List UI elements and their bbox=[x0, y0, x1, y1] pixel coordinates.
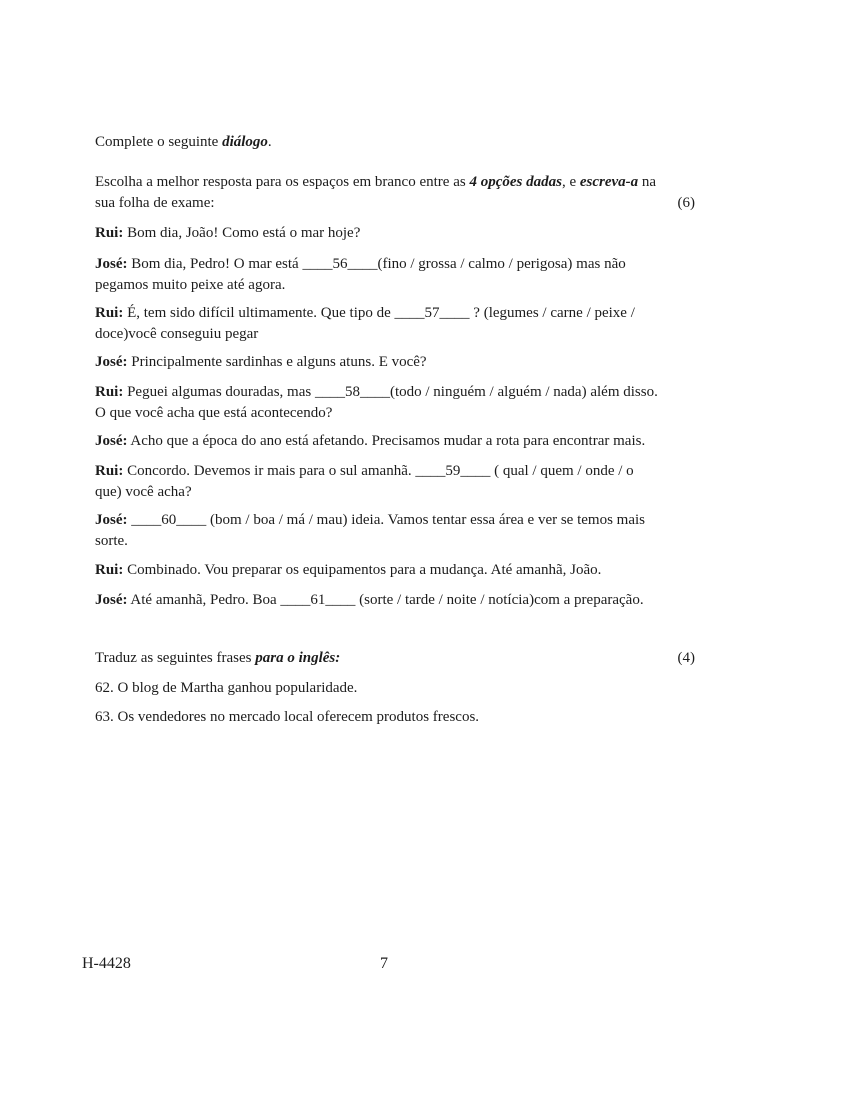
page-number: 7 bbox=[380, 955, 388, 972]
instruction-suffix: . bbox=[267, 134, 272, 150]
speaker-label: Rui: bbox=[95, 225, 124, 241]
dialogue-line: José: Bom dia, Pedro! O mar está ____56____(fino / grossa / calmo / perigosa) mas não pegamos muito peixe até agora. bbox=[95, 256, 626, 293]
dialogue-line: José: Até amanhã, Pedro. Boa ____61____ (sorte / tarde / noite / notícia)com a preparação. bbox=[95, 592, 644, 608]
speaker-label: José: bbox=[95, 354, 128, 370]
directions-line2: sua folha de exame: (6) bbox=[95, 193, 695, 214]
speaker-label: José: bbox=[95, 512, 128, 528]
exam-code: H-4428 bbox=[82, 955, 131, 972]
section1-marks: (6) bbox=[677, 195, 695, 211]
directions-line1: Escolha a melhor resposta para os espaços em branco entre as 4 opções dadas, e escreva-a na bbox=[95, 174, 657, 190]
speaker-label: Rui: bbox=[95, 305, 124, 321]
section1-directions bbox=[95, 172, 695, 214]
instruction-text: Complete o seguinte bbox=[95, 134, 223, 150]
dialogue-line: Rui: Combinado. Vou preparar os equipamentos para a mudança. Até amanhã, João. bbox=[95, 562, 602, 578]
speaker-label: Rui: bbox=[95, 463, 124, 479]
instruction-emphasis: diálogo bbox=[222, 134, 268, 150]
dialogue-line: Rui: Bom dia, João! Como está o mar hoje? bbox=[95, 225, 361, 241]
section2-instruction: Traduz as seguintes frases para o inglês: (4) bbox=[95, 648, 695, 669]
dialogue-line: José: Principalmente sardinhas e alguns atuns. E você? bbox=[95, 354, 427, 370]
dialogue-line: José: Acho que a época do ano está afetando. Precisamos mudar a rota para encontrar mais. bbox=[95, 433, 646, 449]
speaker-label: José: bbox=[95, 592, 128, 608]
dialogue-line: Rui: Peguei algumas douradas, mas ____58____(todo / ninguém / alguém / nada) além disso. O que você acha que está acontecendo? bbox=[95, 384, 658, 421]
speaker-label: Rui: bbox=[95, 562, 124, 578]
dialogue-line: Rui: Concordo. Devemos ir mais para o sul amanhã. ____59____ ( qual / quem / onde / o que) você acha? bbox=[95, 463, 634, 500]
section1-instruction bbox=[95, 132, 695, 153]
speaker-label: José: bbox=[95, 433, 128, 449]
dialogue-line: José: ____60____ (bom / boa / má / mau) ideia. Vamos tentar essa área e ver se temos mais sorte. bbox=[95, 512, 645, 549]
dialogue-line: Rui: É, tem sido difícil ultimamente. Que tipo de ____57____ ? (legumes / carne / peixe / doce)você conseguiu pegar bbox=[95, 305, 635, 342]
speaker-label: Rui: bbox=[95, 384, 124, 400]
section2-marks: (4) bbox=[677, 650, 695, 666]
speaker-label: José: bbox=[95, 256, 128, 272]
translation-item: 62. O blog de Martha ganhou popularidade. bbox=[95, 680, 358, 696]
translation-item: 63. Os vendedores no mercado local oferecem produtos frescos. bbox=[95, 709, 480, 725]
